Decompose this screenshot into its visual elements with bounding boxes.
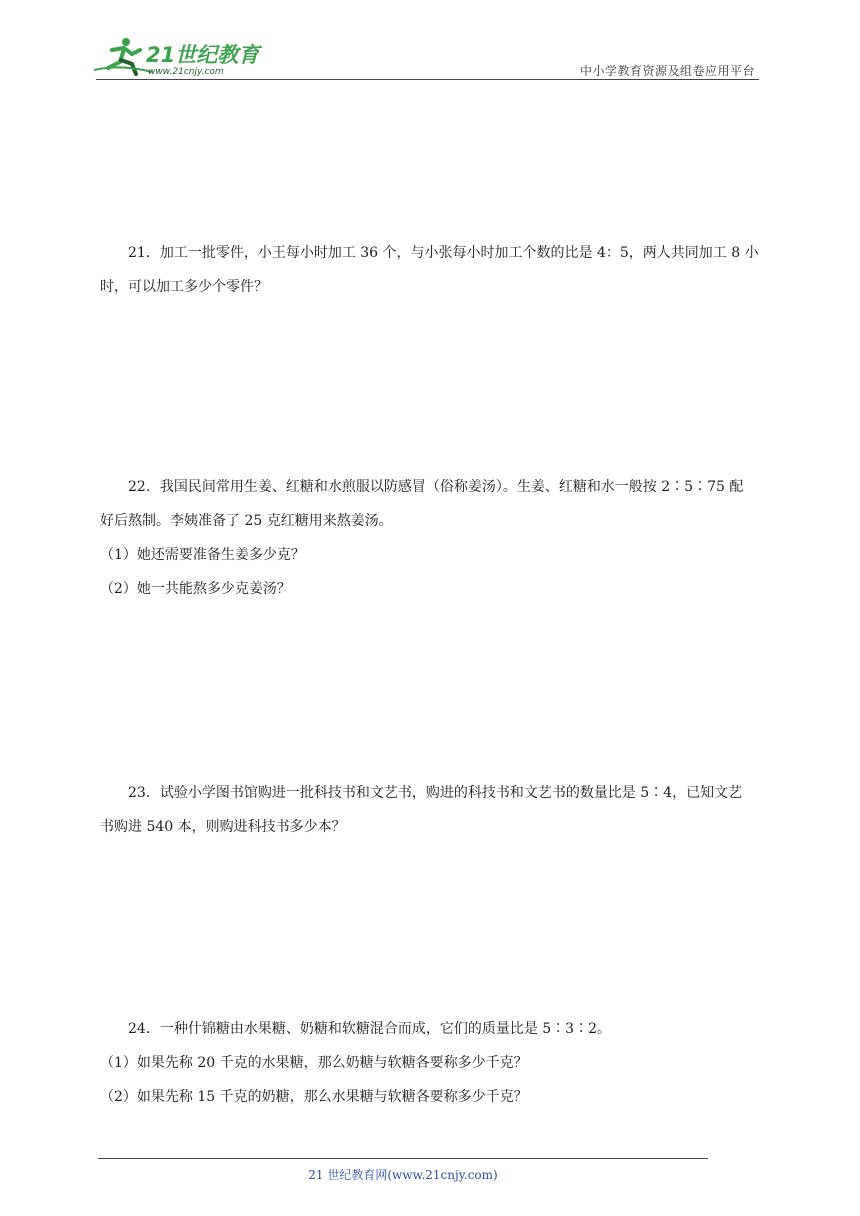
- question-line: 22．我国民间常用生姜、红糖和水煎服以防感冒（俗称姜汤）。生姜、红糖和水一般按 2∶5∶75 配: [128, 479, 744, 495]
- site-logo: [92, 34, 262, 78]
- logo-text: 21世纪教育: [146, 43, 260, 67]
- logo-url: www.21cnjy.com: [148, 67, 224, 77]
- question-line: 时，可以加工多少个零件？: [100, 279, 268, 295]
- header-divider: [96, 79, 759, 80]
- question-24: [100, 1012, 765, 1114]
- sub-question: （2）她一共能熬多少克姜汤？: [100, 581, 291, 597]
- question-23: [100, 776, 765, 844]
- sub-question: （1）如果先称 20 千克的水果糖，那么奶糖与软糖各要称多少千克？: [100, 1055, 528, 1071]
- platform-label: 中小学教育资源及组卷应用平台: [579, 64, 755, 78]
- question-line: 好后熬制。李姨准备了 25 克红糖用来熬姜汤。: [100, 513, 393, 529]
- question-line: 书购进 540 本，则购进科技书多少本？: [100, 819, 346, 835]
- question-22: [100, 470, 765, 606]
- footer-link[interactable]: 21 世纪教育网(www.21cnjy.com): [308, 1168, 498, 1182]
- question-line: 21．加工一批零件，小王每小时加工 36 个，与小张每小时加工个数的比是 4：5，两人共同加工 8 小: [128, 245, 759, 261]
- question-21: [100, 236, 765, 304]
- question-line: 24．一种什锦糖由水果糖、奶糖和软糖混合而成，它们的质量比是 5∶3∶2。: [128, 1021, 611, 1037]
- sub-question: （1）她还需要准备生姜多少克？: [100, 547, 305, 563]
- question-line: 23．试验小学图书馆购进一批科技书和文艺书，购进的科技书和文艺书的数量比是 5∶4，已知文艺: [128, 785, 743, 801]
- footer-divider: [98, 1158, 708, 1159]
- sub-question: （2）如果先称 15 千克的奶糖，那么水果糖与软糖各要称多少千克？: [100, 1089, 528, 1105]
